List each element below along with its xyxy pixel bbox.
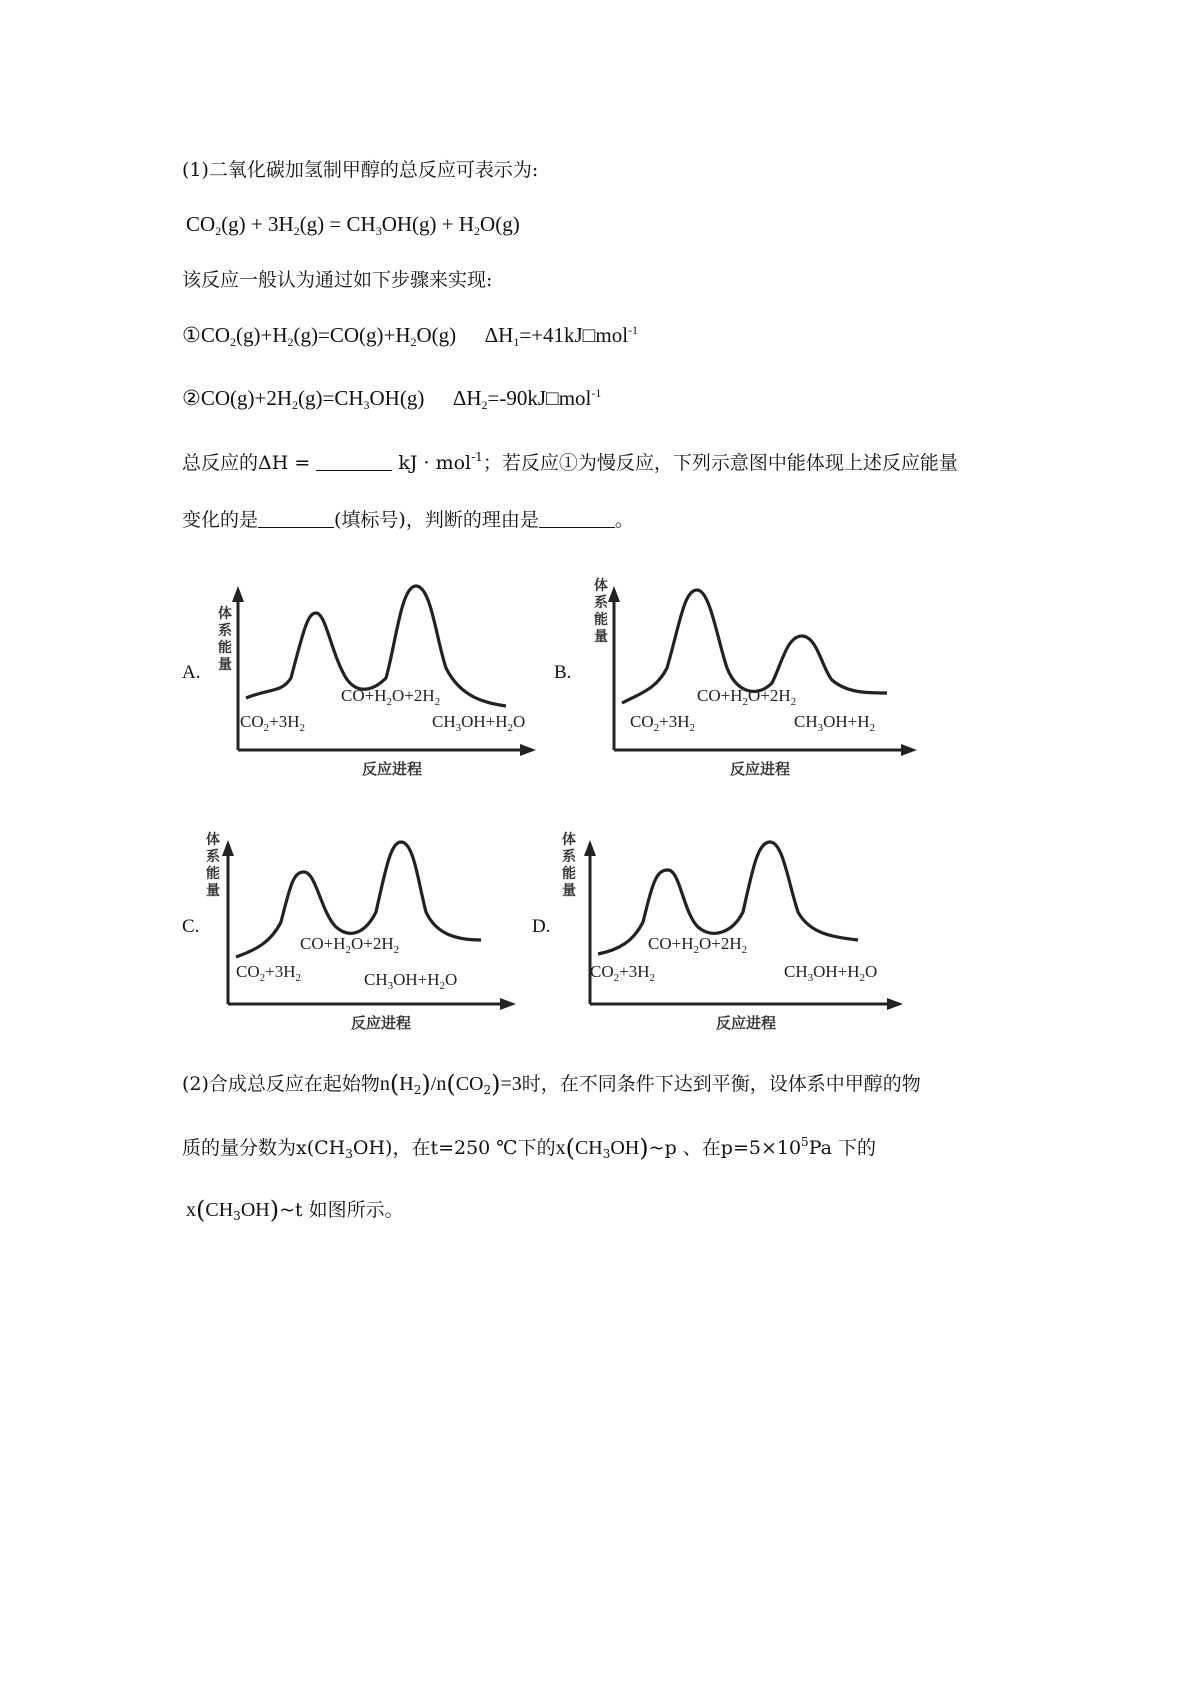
y-axis-label: 体系能量: [562, 832, 576, 899]
intermediate-label: $CO+H_2O+2H_2$: [341, 686, 441, 708]
option-label: B.: [554, 662, 572, 683]
energy-diagram-b-svg: [572, 568, 932, 788]
reactant-label: $CO_2+3H_2$: [590, 962, 655, 984]
step1-equation: $①CO_2(g)+H_2(g)=CO(g)+H_2O(g)$ $\Delta H_1=+41kJ□mol^{-1}$: [182, 323, 639, 349]
x-axis-arrow: [520, 744, 536, 756]
y-axis-label: 体系能量: [206, 832, 220, 899]
option-label: A.: [182, 662, 201, 683]
q2-line2: 质的量分数为$x(CH_3OH)$，在t=250 ℃下的$x(CH_3OH)\sim p$ 、在$p=5\times 10^5Pa$ 下的: [182, 1134, 876, 1162]
option-label: D.: [532, 916, 551, 937]
step2-equation: $②CO(g)+2H_2(g)=CH_3OH(g)$ $\Delta H_2=-90kJ□mol^{-1}$: [182, 386, 602, 412]
q1-intro: (1)二氧化碳加氢制甲醇的总反应可表示为:: [182, 159, 539, 181]
y-axis-arrow: [222, 840, 234, 856]
q2-line3: $x(CH_3OH)\sim t$ 如图所示。: [186, 1196, 404, 1224]
answer-blank-option[interactable]: [258, 509, 334, 528]
product-label: $CH_3OH+H_2O$: [364, 970, 458, 992]
x-axis-label: 反应进程: [351, 1014, 412, 1032]
q1-question-line1: 总反应的ΔH = kJ · mol$^{-1}$；若反应①为慢反应，下列示意图中能体现上述反应能量: [182, 450, 958, 474]
x-axis-label: 反应进程: [730, 760, 791, 778]
product-label: $CH_3OH+H_2O$: [784, 962, 878, 984]
energy-diagram-c-svg: [186, 822, 546, 1042]
intermediate-label: $CO+H_2O+2H_2$: [697, 686, 797, 708]
energy-diagram-a-svg: [186, 568, 546, 788]
q2-line1: (2)合成总反应在起始物$n(H_2)/n(CO_2)=3$时，在不同条件下达到平衡，设体系中甲醇的物: [182, 1070, 921, 1098]
x-axis-label: 反应进程: [716, 1014, 777, 1032]
x-axis-arrow: [901, 744, 917, 756]
reactant-label: $CO_2+3H_2$: [630, 712, 695, 734]
intermediate-label: $CO+H_2O+2H_2$: [300, 934, 400, 956]
reactant-label: $CO_2+3H_2$: [240, 712, 305, 734]
option-label: C.: [182, 916, 200, 937]
x-axis-label: 反应进程: [362, 760, 423, 778]
x-axis-arrow: [500, 998, 516, 1010]
q1-question-line2: 变化的是 (填标号)，判断的理由是 。: [182, 509, 634, 531]
energy-diagram-a[interactable]: [182, 568, 546, 788]
energy-diagram-d-svg: [548, 822, 908, 1042]
steps-intro: 该反应一般认为通过如下步骤来实现:: [182, 269, 493, 291]
product-label: $CH_3OH+H_2O$: [432, 712, 526, 734]
y-axis-label: 体系能量: [594, 578, 608, 645]
answer-blank-reason[interactable]: [539, 509, 615, 528]
answer-blank-dh[interactable]: [316, 452, 392, 471]
y-axis-arrow: [232, 586, 244, 602]
total-reaction-equation: $CO_2(g) + 3H_2(g) = CH_3OH(g) + H_2O(g)$: [186, 212, 520, 238]
energy-diagram-c[interactable]: [182, 822, 546, 1042]
product-label: $CH_3OH+H_2$: [794, 712, 876, 734]
energy-diagram-d[interactable]: [532, 822, 908, 1042]
x-axis-arrow: [887, 998, 903, 1010]
reactant-label: $CO_2+3H_2$: [236, 962, 301, 984]
y-axis-arrow: [584, 840, 596, 856]
y-axis-label: 体系能量: [218, 606, 232, 673]
intermediate-label: $CO+H_2O+2H_2$: [648, 934, 748, 956]
energy-diagram-b[interactable]: [554, 568, 932, 788]
